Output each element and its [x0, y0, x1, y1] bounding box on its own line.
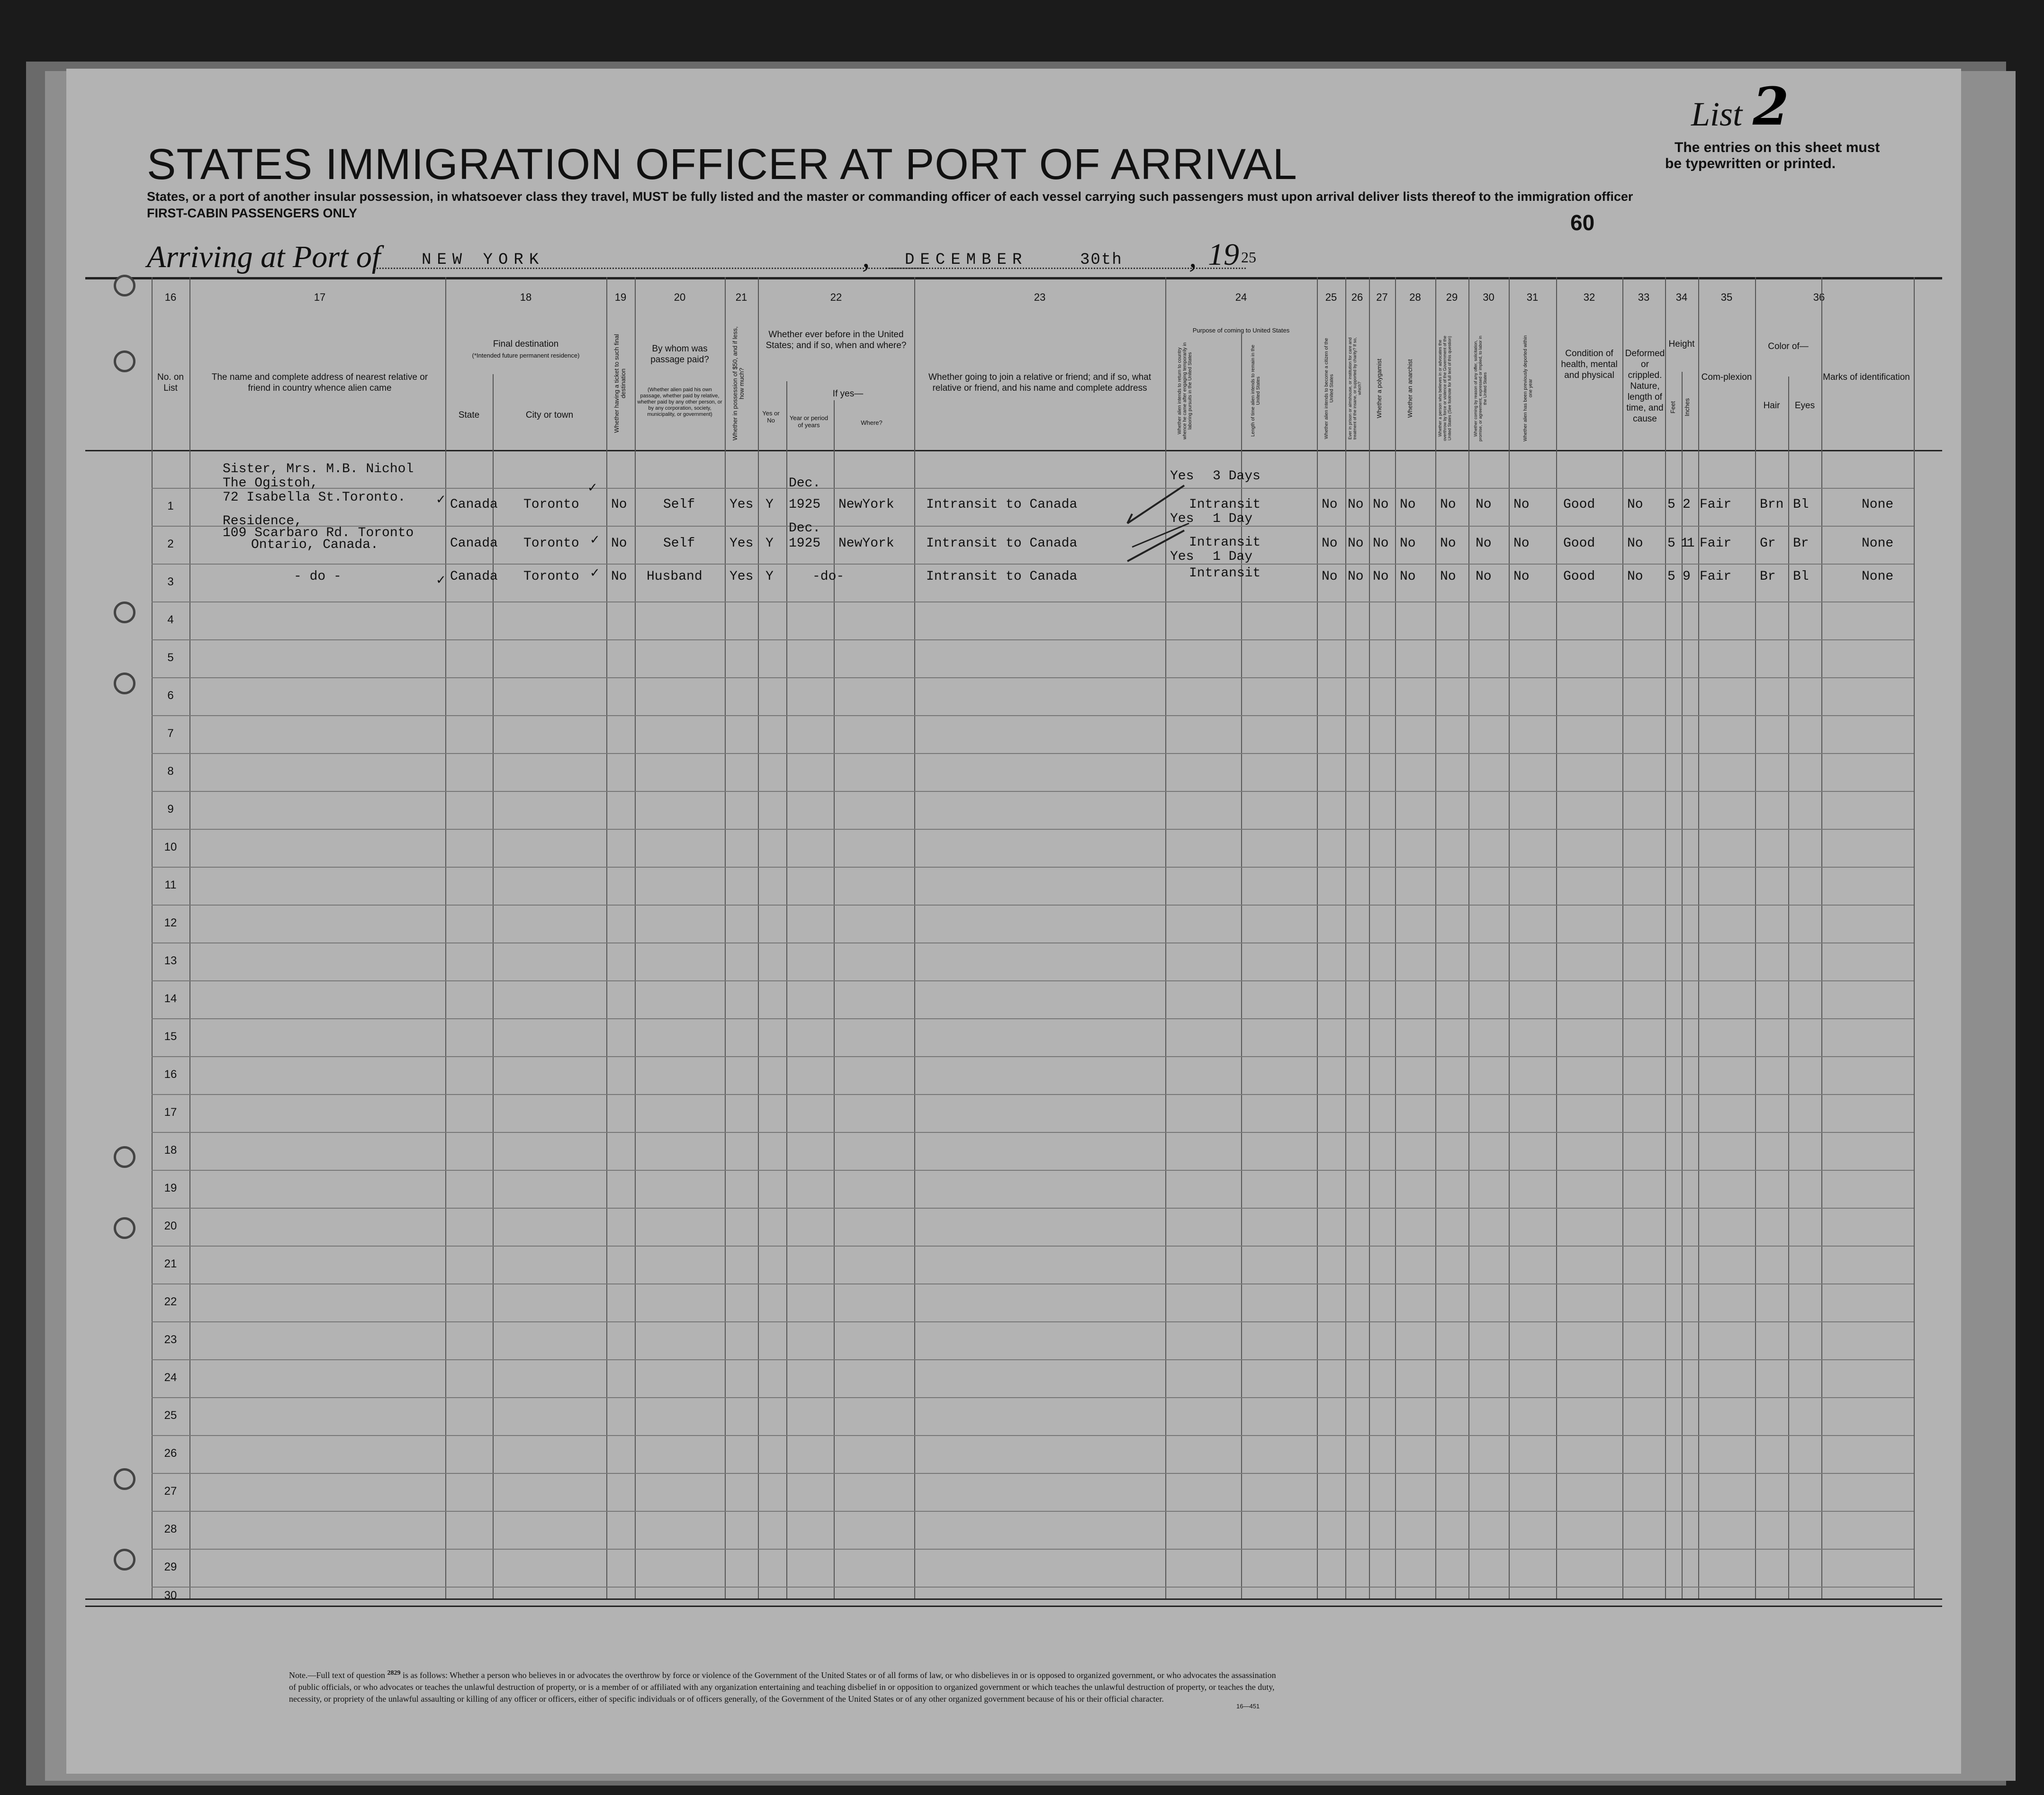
day-value: 30th — [1080, 251, 1123, 269]
form-code: 16—451 — [1236, 1703, 1260, 1710]
destination-city: Toronto — [523, 569, 579, 584]
col-24-length-heading: Length of time alien intends to remain in the United States — [1251, 345, 1261, 437]
check-mark-icon: ✓ — [587, 481, 598, 495]
col-27-number: 27 — [1376, 291, 1388, 303]
check-mark-icon: ✓ — [590, 566, 600, 580]
passage-paid-by: Husband — [647, 569, 702, 584]
col-36-number: 36 — [1813, 291, 1825, 303]
col-25-value: No — [1322, 536, 1338, 551]
col-31-number: 31 — [1526, 291, 1539, 303]
col-rule — [493, 374, 494, 1598]
identification-marks: None — [1862, 569, 1894, 584]
col-30-value: No — [1476, 569, 1492, 584]
relative-address-line: The Ogistoh, — [223, 476, 318, 491]
row-number: 30 — [164, 1589, 177, 1602]
col-26-heading: Ever in prison or almshouse, or institution for care and treatment of the insane, or supported by charity? If so, which? — [1348, 337, 1362, 440]
fifty-dollars: Yes — [729, 569, 754, 584]
purpose-intransit: Intransit — [1189, 535, 1261, 550]
col-21-number: 21 — [735, 291, 747, 303]
destination-state: Canada — [450, 497, 498, 512]
footnote-text: is as follows: Whether a person who believes in or advocates the overthrow by force or violence of the Government of the United States or of all forms of law, or who disbelieves in or is opposed to organized government, or who advocates the assassination of public officials, or who advocates or teaches the unlawful destruction of property, or is a member of or affiliated with any organization entertaining and teaching disbelief in or opposition to organized government or which teaches the unlawful destruction of property, or teaches the duty, necessity, or propriety of the unlawful assaulting or killing of any officer or officers, either of specific individuals or of officers generally, of the Government of the United States or of any other organized government because of his or their official character. — [289, 1670, 1276, 1704]
before-in-us: Y — [765, 536, 774, 551]
destination-state: Canada — [450, 536, 498, 551]
marks-heading: Marks of identification — [1823, 372, 1910, 382]
relative-address-line: 72 Isabella St.Toronto. — [223, 490, 406, 505]
col-20-heading: By whom was passage paid? — [650, 344, 709, 365]
col-rule — [914, 277, 915, 1598]
complexion-value: Fair — [1700, 497, 1732, 512]
deformed-value: No — [1627, 497, 1643, 512]
col-rule — [1821, 277, 1822, 1598]
col-rule — [1788, 377, 1789, 1598]
hair-color: Br — [1760, 569, 1776, 584]
binder-hole-icon — [114, 350, 135, 372]
row-number: 5 — [167, 651, 174, 664]
hair-color: Gr — [1760, 536, 1776, 551]
fifty-dollars: Yes — [729, 536, 754, 551]
identification-marks: None — [1862, 497, 1894, 512]
row-number: 16 — [164, 1068, 177, 1081]
eye-color: Bl — [1793, 497, 1809, 512]
page-title: STATES IMMIGRATION OFFICER AT PORT OF ARRIVAL — [147, 140, 1297, 188]
height-inches: 9 — [1683, 569, 1691, 584]
col-22-yesno-heading: Yes or No — [762, 410, 780, 424]
col-33-number: 33 — [1638, 291, 1650, 303]
deformed-value: No — [1627, 569, 1643, 584]
passage-paid-by: Self — [663, 536, 695, 551]
col-30-value: No — [1476, 497, 1492, 512]
row-number: 6 — [167, 689, 174, 702]
joining-relative: Intransit to Canada — [926, 536, 1078, 551]
before-in-us: Y — [765, 497, 774, 512]
col-22-year-heading: Year or period of years — [789, 414, 828, 429]
col-28-value: No — [1400, 497, 1416, 512]
col-18-number: 18 — [520, 291, 532, 303]
row-number: 15 — [164, 1030, 177, 1043]
row-number: 1 — [167, 500, 174, 512]
relative-address-line: Residence, — [223, 514, 303, 529]
col-17-number: 17 — [314, 291, 326, 303]
row-number: 7 — [167, 727, 174, 740]
row-number: 17 — [164, 1106, 177, 1119]
row-number: 19 — [164, 1182, 177, 1194]
footnote-prefix: Note.—Full text of question — [289, 1670, 385, 1680]
binder-hole-icon — [114, 673, 135, 694]
row-number: 27 — [164, 1485, 177, 1498]
col-22-where-heading: Where? — [861, 419, 882, 426]
purpose-return: Yes — [1170, 549, 1194, 564]
footnote — [289, 1667, 1284, 1705]
binder-hole-icon — [114, 1468, 135, 1490]
col-rule — [445, 277, 446, 1598]
col-26-value: No — [1348, 569, 1364, 584]
col-34-number: 34 — [1675, 291, 1688, 303]
col-20-number: 20 — [674, 291, 686, 303]
health-value: Good — [1563, 497, 1595, 512]
col-26-value: No — [1348, 497, 1364, 512]
col-36-eyes-heading: Eyes — [1794, 401, 1815, 411]
col-35-number: 35 — [1720, 291, 1733, 303]
relative-address-line: Sister, Mrs. M.B. Nichol — [223, 462, 414, 476]
col-18-state-heading: State — [458, 410, 480, 420]
col-22-ifyes-heading: If yes— — [832, 389, 864, 399]
before-in-us: Y — [765, 569, 774, 584]
col-rule — [1914, 277, 1915, 1598]
col-30-heading: Whether coming by reason of any offer, solicitation, promise, or agreement, expressed or implied, to labor in the United States — [1473, 335, 1487, 441]
row-number: 24 — [164, 1371, 177, 1384]
col-rule — [725, 277, 726, 1598]
col-29-value: No — [1440, 569, 1456, 584]
height-inches: 11 — [1681, 536, 1693, 551]
height-feet: 5 — [1667, 497, 1675, 512]
col-22-number: 22 — [830, 291, 842, 303]
row-number: 29 — [164, 1561, 177, 1573]
col-rule — [1317, 277, 1318, 1598]
height-feet: 5 — [1667, 569, 1675, 584]
binder-hole-icon — [114, 1217, 135, 1239]
height-feet: 5 — [1667, 536, 1675, 551]
page-subtitle: States, or a port of another insular possession, in whatsoever class they travel, MUST be fully listed and the master or commanding officer of each vessel carrying such passengers must upon arrival deliver lists thereof to the immigration officer — [147, 189, 1633, 204]
table-header-bottom-rule — [85, 450, 1942, 451]
before-year: Dec. — [789, 521, 821, 536]
col-rule — [1698, 277, 1699, 1598]
binder-hole-icon — [114, 1549, 135, 1571]
check-mark-icon: ✓ — [436, 493, 446, 507]
col-27-value: No — [1373, 536, 1389, 551]
row-number: 11 — [164, 879, 177, 891]
col-28-value: No — [1400, 569, 1416, 584]
col-32-heading: Condition of health, mental and physical — [1561, 349, 1618, 380]
ticket-value: No — [611, 536, 627, 551]
footnote-question-bottom: 29 — [394, 1669, 401, 1677]
col-22-heading: Whether ever before in the United States; and if so, when and where? — [765, 330, 907, 350]
col-29-number: 29 — [1446, 291, 1458, 303]
eye-color: Bl — [1793, 569, 1809, 584]
col-30-number: 30 — [1483, 291, 1495, 303]
col-32-number: 32 — [1583, 291, 1595, 303]
relative-address-line: - do - — [294, 569, 342, 584]
ticket-value: No — [611, 497, 627, 512]
port-value: NEW YORK — [422, 251, 545, 269]
col-19-heading: Whether having a ticket to such final destination — [613, 334, 627, 433]
comma-1: , — [862, 240, 870, 274]
row-number: 4 — [167, 613, 174, 626]
col-rule — [1165, 277, 1166, 1598]
health-value: Good — [1563, 536, 1595, 551]
before-where: NewYork — [838, 536, 894, 551]
col-18-heading: Final destination — [493, 339, 559, 349]
relative-address-line: Ontario, Canada. — [251, 538, 378, 552]
col-rule — [606, 277, 607, 1598]
col-24-return-heading: Whether alien intends to return to country whence he came after engaging temporarily in laboring pursuits in the United States — [1177, 342, 1193, 440]
height-inches: 2 — [1683, 497, 1691, 512]
binder-hole-icon — [114, 275, 135, 296]
col-18-city-heading: City or town — [525, 410, 574, 420]
purpose-return: Yes — [1170, 469, 1194, 484]
year-prefix: 19 — [1208, 237, 1239, 272]
hair-color: Brn — [1760, 497, 1784, 512]
col-34-heading: Height — [1668, 339, 1695, 349]
list-number: 2 — [1753, 76, 1789, 137]
col-25-value: No — [1322, 569, 1338, 584]
col-25-heading: Whether alien intends to become a citizen of the United States — [1324, 338, 1334, 439]
check-mark-icon: ✓ — [590, 533, 600, 547]
complexion-value: Fair — [1700, 536, 1732, 551]
purpose-return: Yes — [1170, 512, 1194, 526]
row-number: 21 — [164, 1257, 177, 1270]
row-number: 10 — [164, 841, 177, 853]
col-33-heading: Deformed or crippled. Nature, length of time, and cause — [1625, 349, 1665, 424]
col-24-number: 24 — [1235, 291, 1247, 303]
row-number: 9 — [167, 803, 174, 816]
col-rule — [635, 277, 636, 1598]
row-number: 22 — [164, 1295, 177, 1308]
binder-hole-icon — [114, 1146, 135, 1168]
col-rule — [1468, 277, 1469, 1598]
eye-color: Br — [1793, 536, 1809, 551]
col-35-heading: Com-plexion — [1701, 372, 1752, 382]
complexion-value: Fair — [1700, 569, 1732, 584]
col-17-heading: The name and complete address of nearest relative or friend in country whence alien came — [211, 372, 428, 393]
col-21-heading: Whether in possession of $50, and if less, how much? — [731, 326, 745, 441]
row-number: 13 — [164, 954, 177, 967]
col-rule — [1345, 277, 1346, 1598]
col-rule — [1369, 277, 1370, 1598]
col-rule — [1395, 277, 1396, 1598]
purpose-length: 3 Days — [1213, 469, 1261, 484]
col-25-value: No — [1322, 497, 1338, 512]
col-36-heading: Color of— — [1768, 341, 1809, 351]
purpose-intransit: Intransit — [1189, 497, 1261, 512]
col-26-value: No — [1348, 536, 1364, 551]
col-27-value: No — [1373, 497, 1389, 512]
health-value: Good — [1563, 569, 1595, 584]
col-29-heading: Whether a person who believes in or advocates the overthrow by force or violence of the Government of the United States (See footnote for full text of this question) — [1438, 335, 1452, 441]
entries-notice-1: The entries on this sheet must — [1675, 140, 1880, 155]
list-label: List — [1691, 95, 1743, 133]
col-26-number: 26 — [1351, 291, 1363, 303]
row-number: 20 — [164, 1220, 177, 1232]
col-25-number: 25 — [1325, 291, 1337, 303]
destination-state: Canada — [450, 569, 498, 584]
purpose-length: 1 Day — [1213, 512, 1253, 526]
col-31-heading: Whether alien has been previously deported within one year — [1523, 335, 1533, 442]
class-line: FIRST-CABIN PASSENGERS ONLY — [147, 206, 358, 220]
col-28-heading: Whether an anarchist — [1406, 359, 1414, 418]
row-number: 26 — [164, 1447, 177, 1460]
relative-address-line: 109 Scarbaro Rd. Toronto — [223, 526, 414, 540]
col-30-value: No — [1476, 536, 1492, 551]
col-31-value: No — [1513, 536, 1530, 551]
row-number: 18 — [164, 1144, 177, 1157]
col-27-value: No — [1373, 569, 1389, 584]
col-16-heading: No. on List — [157, 372, 184, 393]
entries-notice-2: be typewritten or printed. — [1665, 156, 1836, 171]
comma-2: , — [1189, 240, 1197, 274]
pen-strokes-icon — [1061, 476, 1203, 580]
col-rule — [1509, 277, 1510, 1598]
ticket-value: No — [611, 569, 627, 584]
col-rule — [152, 277, 153, 1598]
identification-marks: None — [1862, 536, 1894, 551]
row-number: 23 — [164, 1333, 177, 1346]
col-rule — [1622, 277, 1623, 1598]
col-29-value: No — [1440, 536, 1456, 551]
col-rule — [189, 277, 190, 1598]
purpose-length: 1 Day — [1213, 549, 1253, 564]
col-rule — [1682, 372, 1683, 1598]
destination-city: Toronto — [523, 536, 579, 551]
check-mark-icon: ✓ — [436, 573, 446, 587]
row-number: 14 — [164, 992, 177, 1005]
col-23-heading: Whether going to join a relative or friend; and if so, what relative or friend, and his name and complete address — [928, 372, 1151, 393]
col-31-value: No — [1513, 497, 1530, 512]
before-year: 1925 — [789, 536, 821, 551]
before-where: NewYork — [838, 497, 894, 512]
row-number: 28 — [164, 1523, 177, 1535]
col-rule — [1755, 277, 1756, 1598]
before-where: -do- — [812, 569, 845, 584]
col-29-value: No — [1440, 497, 1456, 512]
page-number: 60 — [1570, 210, 1595, 235]
joining-relative: Intransit to Canada — [926, 569, 1078, 584]
col-23-number: 23 — [1034, 291, 1046, 303]
col-28-value: No — [1400, 536, 1416, 551]
col-16-number: 16 — [164, 291, 177, 303]
col-34-feet-heading: Feet — [1669, 401, 1676, 414]
fifty-dollars: Yes — [729, 497, 754, 512]
col-24-heading: Purpose of coming to United States — [1192, 327, 1290, 334]
manifest-sheet — [66, 69, 1961, 1774]
footnote-question-top: 28 — [387, 1669, 394, 1677]
before-year: Dec. — [789, 476, 821, 491]
col-27-heading: Whether a polygamist — [1376, 359, 1383, 418]
row-number: 8 — [167, 765, 174, 778]
table-top-rule — [85, 277, 1942, 279]
col-18-note: (*Intended future permanent residence) — [472, 352, 580, 359]
month-value: DECEMBER — [905, 251, 1028, 269]
joining-relative: Intransit to Canada — [926, 497, 1078, 512]
col-36-hair-heading: Hair — [1763, 401, 1780, 411]
col-31-value: No — [1513, 569, 1530, 584]
arriving-label: Arriving at Port of — [147, 240, 381, 274]
row-number: 2 — [167, 538, 174, 550]
destination-city: Toronto — [523, 497, 579, 512]
row-number: 3 — [167, 575, 174, 588]
col-28-number: 28 — [1409, 291, 1421, 303]
col-rule — [758, 277, 759, 1598]
before-year: 1925 — [789, 497, 821, 512]
col-rule — [1665, 277, 1666, 1598]
row-number: 12 — [164, 916, 177, 929]
table-bottom-rule — [85, 1598, 1942, 1600]
row-number: 25 — [164, 1409, 177, 1422]
col-rule — [1435, 277, 1436, 1598]
deformed-value: No — [1627, 536, 1643, 551]
year-suffix: 25 — [1241, 249, 1256, 266]
passage-paid-by: Self — [663, 497, 695, 512]
table-bottom-rule-2 — [85, 1606, 1942, 1607]
col-19-number: 19 — [614, 291, 627, 303]
col-20-note: (Whether alien paid his own passage, whether paid by relative, whether paid by any other person, or by any corporation, society, municipality, or government) — [637, 387, 722, 417]
purpose-intransit: Intransit — [1189, 566, 1261, 581]
col-34-inches-heading: Inches — [1684, 398, 1691, 417]
col-rule — [1556, 277, 1557, 1598]
binder-hole-icon — [114, 601, 135, 623]
